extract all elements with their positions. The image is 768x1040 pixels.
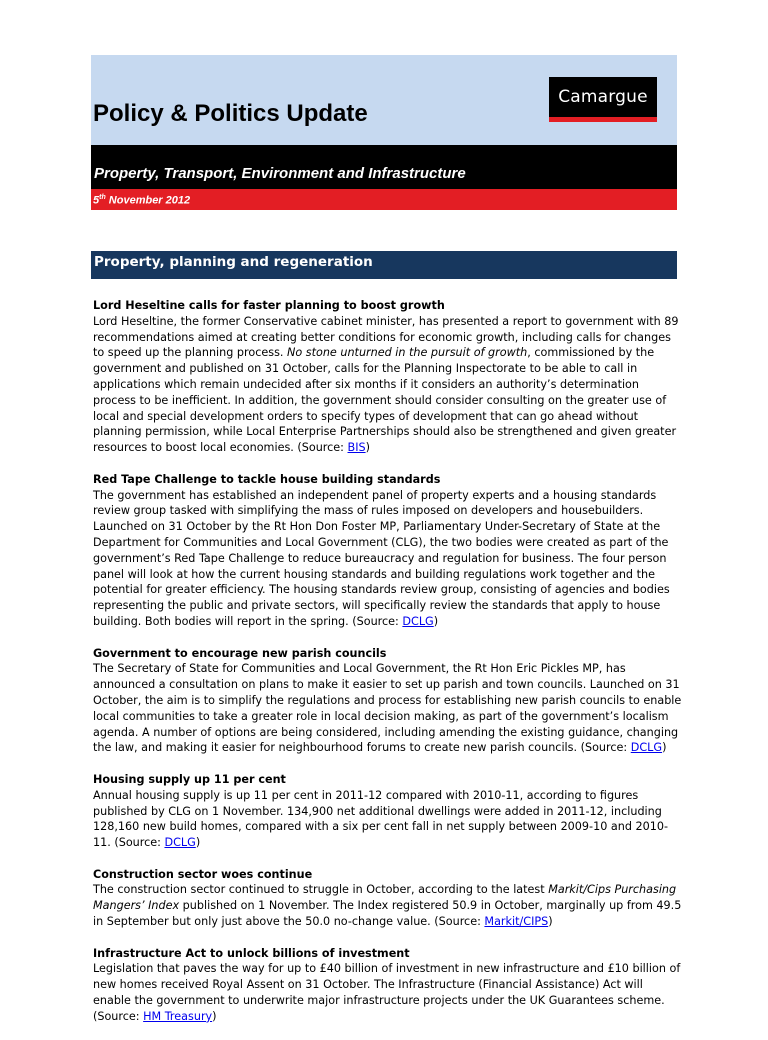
date-suffix: th [99,194,106,201]
article-body: Annual housing supply is up 11 per cent in 2011-12 compared with 2010-11, according to figures published by CLG on 1 November. 134,900 net additional dwellings were added in 2011-12, including 128,160 new build homes, compared with a six per cent fall in net supply between 2009-10 and 2010-11. (Source: DCLG) [93,788,668,850]
article-title: Red Tape Challenge to tackle house building standards [93,472,441,486]
source-link[interactable]: Markit/CIPS [484,915,549,929]
article-body: The construction sector continued to struggle in October, according to the latest Markit/Cips Purchasing Mangers’ Index published on 1 November. The Index registered 50.9 in October, marginally up from 49.5 in September but only just above the 50.0 no-change value. (Source: Markit/CIPS) [93,883,682,929]
source-link[interactable]: BIS [347,441,366,455]
article-title: Lord Heseltine calls for faster planning to boost growth [93,299,445,312]
date-day: 5 [93,194,100,207]
article [93,867,683,930]
source-link[interactable]: DCLG [164,836,196,850]
page-title: Policy & Politics Update [93,100,368,127]
camargue-logo: Camargue [549,77,657,117]
article-body: The Secretary of State for Communities and Local Government, the Rt Hon Eric Pickles MP, has announced a consultation on plans to make it easier to set up parish and town councils. Launched on 31 October, the aim is to simplify the regulations and process for establishing new parish councils to enable local communities to take a greater role in local decision making, as part of the government’s localism agenda. A number of options are being considered, including amending the existing guidance, changing the law, and making it easier for neighbourhood forums to create new parish councils. (Source: DCLG) [93,662,682,755]
article [93,472,683,630]
article-body: Legislation that paves the way for up to £40 billion of investment in new infrastructure and £10 billion of new homes received Royal Assent on 31 October. The Infrastructure (Financial Assistance) Act will enable the government to underwrite major infrastructure projects under the UK Guarantees scheme. (Source: HM Treasury) [93,962,681,1023]
article-body: The government has established an independent panel of property experts and a housing standards review group tasked with simplifying the mass of rules imposed on developers and housebuilders. Launched on 31 October by the Rt Hon Don Foster MP, Parliamentary Under-Secretary of State at the Department for Communities and Local Government (CLG), the two bodies were created as part of the government’s Red Tape Challenge to reduce bureaucracy and regulation for business. The four person panel will look at how the current housing standards and building regulations work together and the potential for greater efficiency. The housing standards review group, consisting of agencies and bodies representing the public and private sectors, will specifically review the standards that apply to house building. Both bodies will report in the spring. (Source: DCLG) [93,488,670,628]
article-title: Government to encourage new parish councils [93,646,387,660]
source-link[interactable]: HM Treasury [143,1009,213,1023]
date-rest: November 2012 [105,194,191,207]
subtitle: Property, Transport, Environment and Infrastructure [94,165,466,182]
article-title: Housing supply up 11 per cent [93,772,286,786]
article-title: Construction sector woes continue [93,867,313,881]
article [93,298,683,456]
issue-date [93,190,190,209]
article-list [93,298,683,1040]
source-link[interactable]: DCLG [630,741,663,755]
article [93,646,683,757]
article [93,772,683,851]
article [93,946,683,1025]
logo-underline [549,117,657,122]
source-link[interactable]: DCLG [402,614,434,628]
article-body: Lord Heseltine, the former Conservative cabinet minister, has presented a report to government with 89 recommendations aimed at creating better conditions for economic growth, including calls for changes to speed up the planning process. No stone unturned in the pursuit of growth, commissioned by the government and published on 31 October, calls for the Planning Inspectorate to be able to call in applications which remain undecided after six months if it considers an authority’s determination process to be inefficient. In addition, the government should consider consulting on the greater use of local and special development orders to specify types of development that can go ahead without planning permission, while Local Enterprise Partnerships should also be strengthened and given greater resources to boost local economies. (Source: BIS) [93,314,679,455]
article-title: Infrastructure Act to unlock billions of investment [93,946,410,960]
section-title: Property, planning and regeneration [94,254,373,270]
